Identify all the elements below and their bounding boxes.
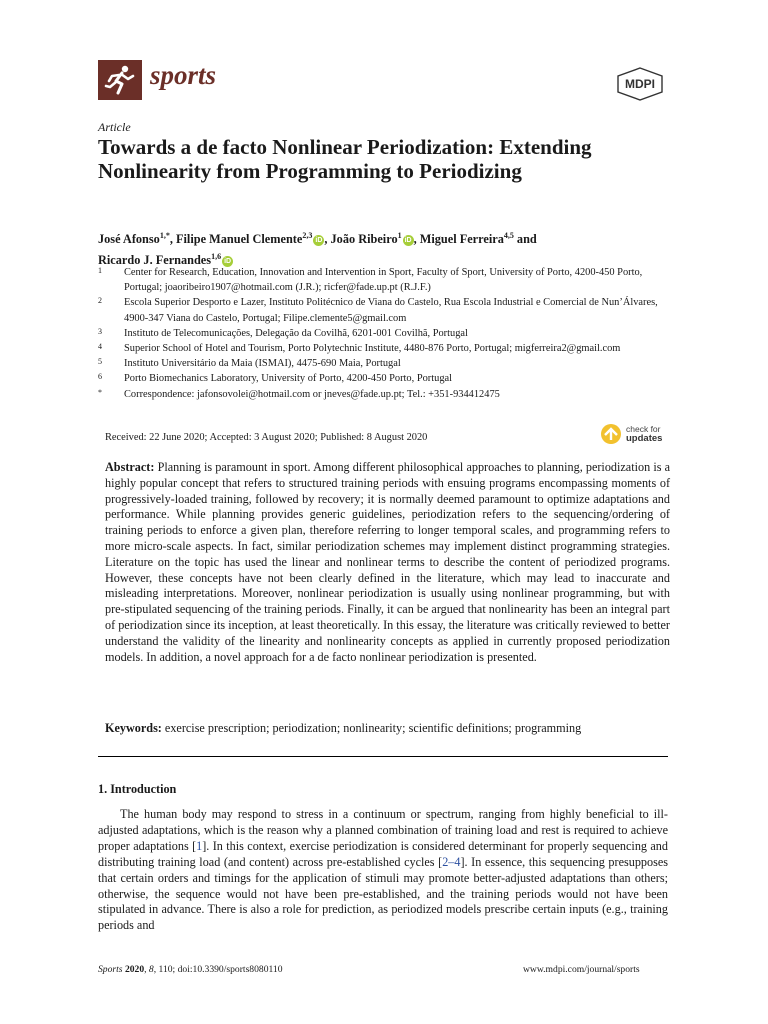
affiliation-item: [98, 265, 668, 295]
journal-logo-icon: [98, 60, 142, 100]
affiliation-text: Superior School of Hotel and Tourism, Porto Polytechnic Institute, 4480-876 Porto, Portugal; migferreira2@gmail.com: [124, 343, 621, 355]
author-name: José Afonso: [98, 232, 160, 247]
check-for-updates-button[interactable]: [600, 423, 675, 447]
footer-journal: Sports: [98, 964, 123, 975]
article-type: Article: [98, 120, 131, 134]
author-name: Filipe Manuel Clemente: [176, 232, 303, 247]
footer-year: 2020: [124, 964, 145, 975]
affiliation-number: 6: [98, 372, 102, 382]
footer-url[interactable]: www.mdpi.com/journal/sports: [523, 964, 640, 975]
affiliation-item: [98, 387, 668, 402]
citation-link[interactable]: 2–4: [442, 854, 461, 869]
author-affiliation-sup: 1,6: [211, 252, 222, 262]
author-name: João Ribeiro: [330, 232, 398, 247]
keywords-label: Keywords:: [105, 721, 162, 735]
keywords: [105, 721, 670, 737]
author-list: [98, 227, 668, 269]
journal-name: sports: [150, 60, 217, 90]
author-affiliation-sup: 1: [397, 231, 402, 240]
author-separator: ,: [413, 232, 420, 247]
affiliation-item: [98, 326, 668, 341]
affiliation-text: Porto Biomechanics Laboratory, University of Porto, 4200-450 Porto, Portugal: [124, 373, 453, 385]
author-affiliation-sup: 1,*: [159, 231, 170, 240]
author-separator: ,: [324, 232, 331, 247]
author-affiliation-sup: 2,3: [302, 231, 313, 240]
intro-paragraph: [98, 807, 668, 934]
intro-text-1: The human body may respond to stress in a continuum or spectrum, ranging from highly beneficial to ill-adjusted adaptations, which is the reason why a planned combination of training load and rest is required to achieve proper adaptations [: [98, 807, 668, 853]
abstract-label: Abstract:: [105, 460, 155, 474]
affiliation-item: [98, 371, 668, 386]
check-updates-icon: [600, 423, 622, 445]
abstract-text: Planning is paramount in sport. Among different philosophical approaches to planning, periodization is a highly popular concept that refers to structured training periods with ensuing programs encompassing moments of progressively-loaded training, followed by recovery; it is normally deemed paramount to optimize adaptations and performance. While planning provides generic guidelines, periodization refers to the sequencing/ordering of training periods to enforce a given plan, therefore referring to longer temporal scales, and programming refers to more micro-scale aspects. In fact, similar periodization schemes may implement distinct programming strategies. Literature on the topic has used the linear and nonlinear terms to describe the content of periodized programs. However, these concepts have not been clearly defined in the literature, which may lead to inaccurate and misleading interpretations. Moreover, nonlinear periodization is usually using nonlinear programming, but with pre-stipulated sequencing of the training periods. Finally, it can be argued that nonlinearity has been an integral part of periodization since its inception, at least theoretically. In this essay, the literature was critically reviewed to better understand the validity of the linearity and nonlinearity concepts as applied in currently proposed periodization models. In addition, a novel approach for a de facto nonlinear periodization is presented.: [105, 460, 670, 664]
footer-volume: 8: [148, 964, 154, 975]
keywords-text: exercise prescription; periodization; nonlinearity; scientific definitions; programming: [164, 721, 582, 735]
check-updates-line1: check for: [626, 424, 661, 434]
mdpi-logo-text: MDPI: [625, 77, 655, 91]
footer-article: , 110; doi:10.3390/sports8080110: [153, 964, 283, 975]
affiliation-list: [98, 265, 668, 402]
footer-citation: Sports 2020, 8, 110; doi:10.3390/sports8080110: [98, 964, 283, 975]
affiliation-number: 1: [98, 266, 102, 275]
author-name: Miguel Ferreira: [419, 232, 504, 247]
citation-link[interactable]: 1: [196, 838, 203, 853]
affiliation-text: Escola Superior Desporto e Lazer, Instituto Politécnico de Viana do Castelo, Rua Escola Industrial e Comercial de Nun’Álvares, 4900-347 Viana do Castelo, Portugal; Filipe.clemente5@gmail.com: [124, 297, 658, 324]
affiliation-number: 5: [98, 357, 102, 367]
author-separator: and: [513, 232, 537, 247]
affiliation-number: 3: [98, 326, 102, 336]
publication-dates: Received: 22 June 2020; Accepted: 3 August 2020; Published: 8 August 2020: [105, 432, 428, 443]
affiliation-item: [98, 295, 668, 325]
orcid-icon[interactable]: iD: [404, 236, 412, 244]
author-affiliation-sup: 4,5: [503, 231, 514, 240]
affiliation-text: Instituto Universitário da Maia (ISMAI), 4475-690 Maia, Portugal: [124, 358, 401, 370]
section-divider: [98, 756, 668, 757]
mdpi-logo: [612, 66, 668, 102]
article-title: Towards a de facto Nonlinear Periodization: Extending Nonlinearity from Programming to Periodizing: [98, 135, 592, 183]
author-separator: ,: [169, 232, 176, 247]
intro-text-2: ]. In this context, exercise periodization is considered determinant for properly sequencing and distributing training load (and content) across pre-established cycles [: [98, 838, 668, 869]
check-updates-line2: updates: [626, 433, 663, 444]
intro-text-3: ]. In essence, this sequencing presupposes that certain orders and timings for the application of stimuli may promote better-adjusted adaptations than others; otherwise, the sequence would not have been pre-established, and the training periods would not have been stipulated in advance. There is also a role for prediction, as periodized models prescribe certain inputs (e.g., training periods and: [98, 854, 669, 933]
abstract: [105, 460, 670, 665]
affiliation-number: 2: [98, 296, 102, 306]
orcid-icon[interactable]: iD: [315, 236, 323, 244]
section-heading: 1. Introduction: [98, 782, 177, 796]
affiliation-item: [98, 356, 668, 371]
affiliation-number: 4: [98, 342, 102, 352]
affiliation-text: Correspondence: jafonsovolei@hotmail.com or jneves@fade.up.pt; Tel.: +351-934412475: [124, 388, 500, 400]
affiliation-number: *: [98, 387, 102, 397]
affiliation-text: Instituto de Telecomunicações, Delegação da Covilhã, 6201-001 Covilhã, Portugal: [124, 327, 468, 339]
orcid-icon[interactable]: iD: [224, 257, 232, 265]
author-name: Ricardo J. Fernandes: [98, 253, 212, 268]
affiliation-text: Center for Research, Education, Innovation and Intervention in Sport, Faculty of Sport, University of Porto, 4200-450 Porto, Portugal; joaoribeiro1907@hotmail.com (J.R.); ricfer@fade.up.pt (R.J.F.): [124, 267, 643, 294]
affiliation-item: [98, 341, 668, 356]
